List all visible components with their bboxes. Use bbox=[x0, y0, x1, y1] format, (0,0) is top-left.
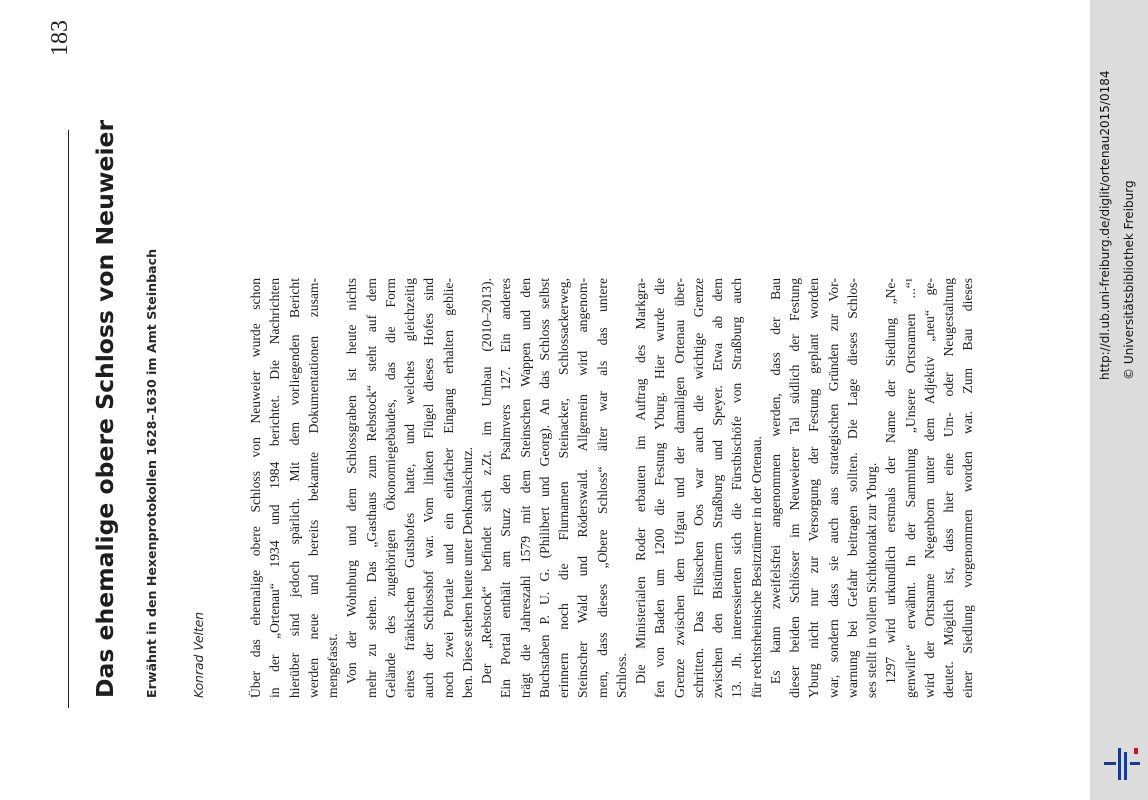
body-line: Grenze zwischen dem Ufgau und der damaligen Ortenau über- bbox=[671, 278, 687, 698]
body-line: eines fränkischen Gutshofes hatte, und welches gleichzeitig bbox=[402, 278, 417, 698]
body-line: dieser beiden Schlösser im Neuweierer Tal südlich der Festung bbox=[787, 278, 802, 698]
body-line: Ein Portal enthält am Sturz den Psalmvers 127. Ein anderes bbox=[498, 278, 514, 698]
body-line: ses stellt in vollem Sichtkontakt zur Yburg. bbox=[864, 462, 879, 698]
body-line: genwilre“ erwähnt. In der Sammlung „Unsere Ortsnamen ...“¹ bbox=[902, 278, 918, 698]
body-line: werden neue und bereits bekannte Dokumentationen zusam- bbox=[305, 278, 321, 698]
body-line: deutet. Möglich ist, dass hier eine Um- oder Neugestaltung bbox=[941, 278, 956, 698]
article-body bbox=[246, 278, 978, 698]
body-line: fen von Baden um 1200 die Festung Yburg. Hier wurde die bbox=[652, 278, 668, 698]
body-line: trägt die Jahreszahl 1579 mit dem Steinschen Wappen und den bbox=[517, 278, 533, 698]
body-line: wird der Ortsname Negenborn unter dem Adjektiv „neu“ ge- bbox=[921, 278, 937, 698]
article-title: Das ehemalige obere Schloss von Neuweier bbox=[91, 119, 119, 698]
body-line: zwischen den Bistümern Straßburg und Speyer. Etwa ab dem bbox=[710, 278, 725, 698]
body-line: Steinscher Wald und Röderswald. Allgemein wird angenom- bbox=[575, 278, 591, 698]
body-line: Über das ehemalige obere Schloss von Neuweier wurde schon bbox=[248, 278, 263, 698]
library-sidebar bbox=[1090, 0, 1148, 800]
body-line: Gelände des zugehörigen Ökonomiegebäudes, das die Form bbox=[382, 278, 398, 698]
source-url[interactable]: http://dl.ub.uni-freiburg.de/diglit/ortenau2015/0184 bbox=[1098, 70, 1112, 380]
article-author: Konrad Velten bbox=[192, 611, 206, 698]
body-line: Buchstaben P. U. G. (Philibert und Georg). An das Schloss selbst bbox=[536, 278, 552, 698]
body-line: noch zwei Portale und ein einfacher Eingang erhalten geblie- bbox=[440, 278, 456, 698]
body-line: Es kann zweifelsfrei angenommen werden, dass der Bau bbox=[767, 278, 783, 684]
body-line: für rechtsrheinische Besitztümer in der Ortenau. bbox=[748, 436, 764, 698]
body-line: Schloss. bbox=[613, 653, 629, 698]
body-line: Von der Wohnburg und dem Schlossgraben ist heute nichts bbox=[344, 278, 360, 684]
body-line: 1297 wird urkundlich erstmals der Name der Siedlung „Ne- bbox=[883, 278, 899, 684]
body-line: Die Ministerialen Roder erbauten im Auftrag des Markgra- bbox=[633, 278, 648, 684]
body-line: in der „Ortenau“ 1934 und 1984 berichtet. Die Nachrichten bbox=[267, 278, 283, 698]
body-line: hierüber sind jedoch spärlich. Mit dem vorliegenden Bericht bbox=[286, 278, 302, 698]
body-line: warnung bei Gefahr beitragen sollten. Die Lage dieses Schlos- bbox=[844, 278, 860, 698]
body-line: erinnern noch die Flurnamen Steinacker, Schlossackerweg, bbox=[556, 278, 571, 698]
body-line: 13. Jh. interessierten sich die Fürstbischöfe von Straßburg auch bbox=[729, 278, 745, 698]
body-line: war, sondern dass sie auch aus strategischen Gründen zur Vor- bbox=[825, 278, 841, 698]
body-line: auch der Schlosshof war. Vom linken Flügel dieses Hofes sind bbox=[421, 278, 437, 698]
copyright-notice: © Universitätsbibliothek Freiburg bbox=[1122, 180, 1136, 380]
library-logo-icon bbox=[1100, 744, 1144, 784]
article-subtitle: Erwähnt in den Hexenprotokollen 1628–1630 im Amt Steinbach bbox=[144, 248, 159, 698]
body-line: schritten. Das Flüsschen Oos war auch die wichtige Grenze bbox=[690, 278, 706, 698]
body-line: ben. Diese stehen heute unter Denkmalschutz. bbox=[459, 446, 475, 698]
header-rule bbox=[68, 130, 69, 708]
body-line: mengefasst. bbox=[325, 633, 340, 698]
sidebar-content bbox=[1090, 0, 1148, 800]
body-line: mehr zu sehen. Das „Gasthaus zum Rebstock“ steht auf dem bbox=[363, 278, 379, 698]
body-line: men, dass dieses „Obere Schloss“ älter war als das untere bbox=[594, 278, 610, 698]
body-line: Yburg nicht nur zur Versorgung der Festung geplant worden bbox=[806, 278, 822, 698]
body-line: Der „Rebstock“ befindet sich z.Zt. im Umbau (2010–2013). bbox=[479, 278, 494, 684]
body-line: einer Siedlung vorgenommen worden war. Zum Bau dieses bbox=[960, 278, 976, 698]
page-number: 183 bbox=[47, 20, 73, 56]
